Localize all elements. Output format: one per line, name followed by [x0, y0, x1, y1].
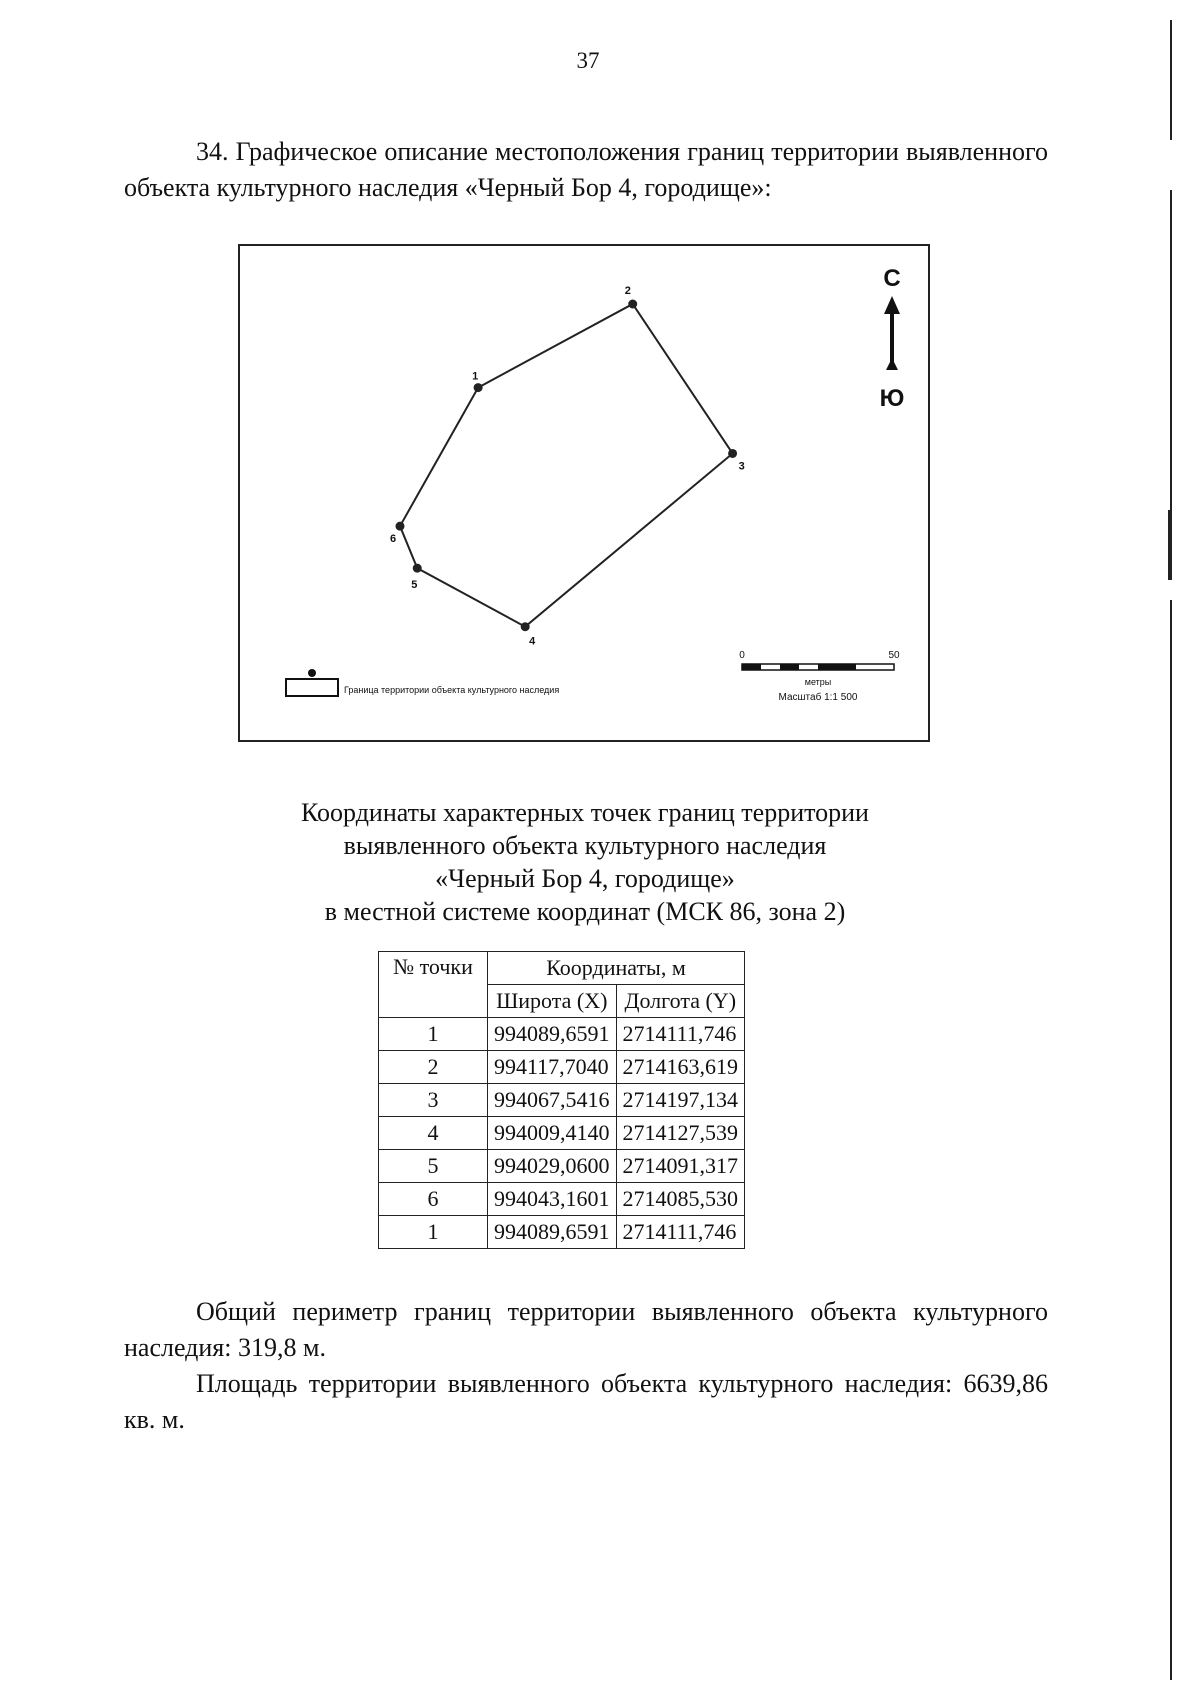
boundary-point-4: [521, 622, 530, 631]
table-row: [379, 1084, 745, 1117]
cell-point: 4: [379, 1117, 488, 1150]
scale-unit: метры: [804, 677, 832, 687]
map-legend: [286, 669, 559, 696]
page-number: 37: [576, 48, 600, 73]
header-x: Широта (X): [488, 985, 617, 1018]
point-label: 2: [624, 285, 631, 297]
header-y: Долгота (Y): [616, 985, 745, 1018]
cell-x: 994029,0600: [488, 1150, 617, 1183]
scale-bar: [739, 650, 900, 703]
south-label: Ю: [879, 385, 905, 412]
caption-line: Координаты характерных точек границ территории: [301, 798, 869, 827]
scan-edge-line: [1170, 190, 1172, 520]
boundary-point-5: [413, 564, 422, 573]
table-caption: [180, 796, 990, 928]
boundary-point-2: [628, 300, 637, 309]
scale-end: 50: [888, 650, 900, 661]
caption-line: в местной системе координат (МСК 86, зона 2): [324, 897, 846, 926]
cell-point: 2: [379, 1051, 488, 1084]
header-coords: Координаты, м: [488, 952, 745, 985]
scale-text: Масштаб 1:1 500: [778, 692, 858, 703]
header-point: № точки: [379, 952, 488, 1018]
legend-text: Граница территории объекта культурного наследия: [344, 685, 560, 695]
caption-line: «Черный Бор 4, городище»: [435, 864, 735, 893]
cell-point: 6: [379, 1183, 488, 1216]
cell-y: 2714111,746: [616, 1216, 745, 1249]
cell-x: 994009,4140: [488, 1117, 617, 1150]
cell-x: 994117,7040: [488, 1051, 617, 1084]
coordinates-table: [378, 951, 745, 1249]
cell-y: 2714197,134: [616, 1084, 745, 1117]
point-label: 1: [472, 370, 479, 383]
cell-y: 2714111,746: [616, 1018, 745, 1051]
scan-edge-line: [1170, 600, 1172, 1680]
north-label: С: [883, 265, 901, 292]
cell-point: 5: [379, 1150, 488, 1183]
boundary-map: [238, 244, 930, 742]
boundary-polygon-layer: [390, 285, 745, 648]
table-row: [379, 1117, 745, 1150]
point-label: 5: [411, 579, 418, 592]
cell-y: 2714163,619: [616, 1051, 745, 1084]
cell-y: 2714091,317: [616, 1150, 745, 1183]
cell-y: 2714085,530: [616, 1183, 745, 1216]
cell-x: 994067,5416: [488, 1084, 617, 1117]
cell-point: 1: [379, 1216, 488, 1249]
table-row: [379, 1216, 745, 1249]
caption-line: выявленного объекта культурного наследия: [343, 831, 827, 860]
legend-point-icon: [308, 669, 316, 677]
point-label: 6: [390, 533, 397, 546]
cell-x: 994089,6591: [488, 1018, 617, 1051]
cell-point: 1: [379, 1018, 488, 1051]
cell-x: 994043,1601: [488, 1183, 617, 1216]
point-label: 4: [529, 635, 536, 648]
scale-start: 0: [739, 650, 745, 661]
section-heading: 34. Графическое описание местоположения границ территории выявленного объекта культурного наследия «Черный Бор 4, городище»:: [124, 137, 1048, 202]
point-label: 3: [738, 460, 745, 473]
table-row: [379, 1018, 745, 1051]
table-header-row: [379, 952, 745, 985]
boundary-point-3: [728, 449, 737, 458]
table-row: [379, 1183, 745, 1216]
north-arrow: [880, 265, 905, 412]
cell-x: 994089,6591: [488, 1216, 617, 1249]
boundary-point-6: [396, 522, 405, 531]
boundary-point-1: [474, 383, 483, 392]
cell-point: 3: [379, 1084, 488, 1117]
cell-y: 2714127,539: [616, 1117, 745, 1150]
area-text: Площадь территории выявленного объекта культурного наследия: 6639,86 кв. м.: [124, 1369, 1048, 1434]
scan-edge-line: [1168, 510, 1172, 580]
boundary-line: [400, 304, 733, 627]
map-canvas: [240, 246, 928, 740]
scan-edge-line: [1170, 20, 1172, 140]
table-row: [379, 1150, 745, 1183]
table-row: [379, 1051, 745, 1084]
legend-boundary-icon: [286, 679, 338, 696]
perimeter-text: Общий периметр границ территории выявленного объекта культурного наследия: 319,8 м.: [124, 1297, 1048, 1362]
